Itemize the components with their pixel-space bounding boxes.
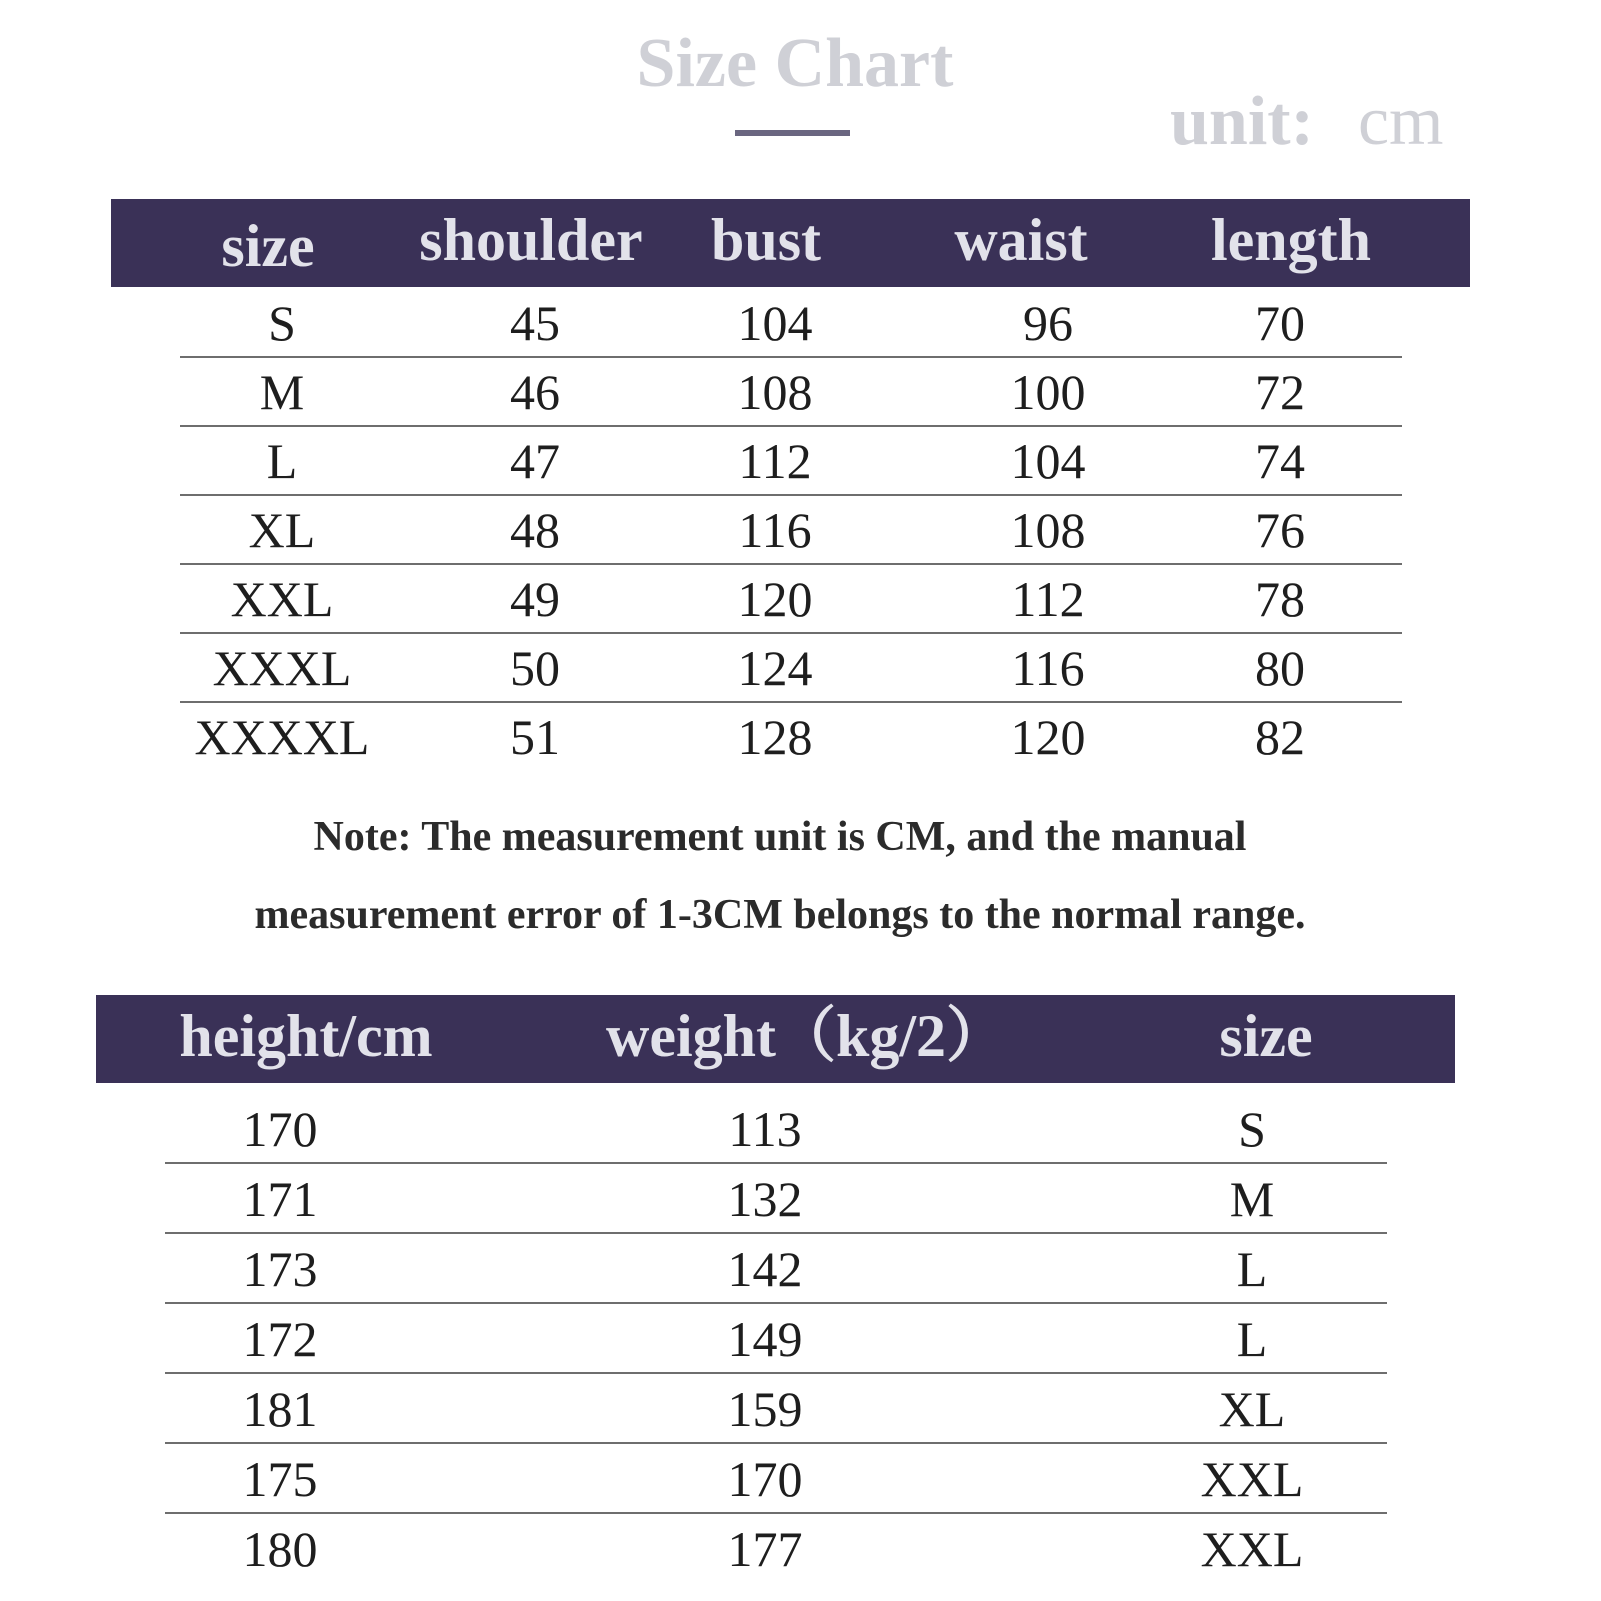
table-row xyxy=(0,1164,1601,1234)
cell-shoulder: 49 xyxy=(510,571,560,627)
cell-waist: 104 xyxy=(1010,433,1086,489)
header-size: size xyxy=(1219,1003,1313,1069)
header-height: height/cm xyxy=(179,1003,433,1069)
cell-height: 175 xyxy=(242,1451,318,1507)
cell-size: XXXXL xyxy=(194,709,370,765)
cell-height: 180 xyxy=(242,1521,318,1577)
cell-waist: 116 xyxy=(1011,640,1085,696)
cell-bust: 120 xyxy=(737,571,813,627)
header-weight: weight（kg/2） xyxy=(606,1003,1007,1069)
cell-size: L xyxy=(1236,1311,1268,1367)
note-line-1: Note: The measurement unit is CM, and the manual xyxy=(313,814,1247,860)
table-row xyxy=(0,1374,1601,1444)
cell-size: XXL xyxy=(230,571,334,627)
table-row xyxy=(0,495,1601,565)
table-row xyxy=(0,1234,1601,1304)
table-row xyxy=(0,702,1601,772)
table-row xyxy=(0,357,1601,427)
header-length: length xyxy=(1210,207,1372,273)
cell-length: 70 xyxy=(1255,295,1305,351)
header-waist: waist xyxy=(954,207,1088,273)
fit-table-body xyxy=(0,1094,1601,1594)
page-title: Size Chart xyxy=(636,25,954,102)
cell-shoulder: 45 xyxy=(510,295,560,351)
cell-weight: 149 xyxy=(727,1311,803,1367)
cell-weight: 177 xyxy=(727,1521,803,1577)
cell-size: XXXL xyxy=(212,640,352,696)
cell-bust: 116 xyxy=(738,502,812,558)
cell-size: S xyxy=(268,295,296,351)
cell-shoulder: 48 xyxy=(510,502,560,558)
cell-weight: 170 xyxy=(727,1451,803,1507)
cell-length: 72 xyxy=(1255,364,1305,420)
size-table-header xyxy=(111,199,1470,287)
header-bust: bust xyxy=(710,207,822,273)
note-line-2: measurement error of 1-3CM belongs to the normal range. xyxy=(254,892,1306,938)
cell-weight: 142 xyxy=(727,1241,803,1297)
cell-size: XL xyxy=(248,502,316,558)
cell-waist: 100 xyxy=(1010,364,1086,420)
table-row xyxy=(0,633,1601,703)
cell-height: 172 xyxy=(242,1311,318,1367)
cell-waist: 112 xyxy=(1011,571,1085,627)
cell-bust: 124 xyxy=(737,640,813,696)
table-row xyxy=(0,564,1601,634)
cell-length: 76 xyxy=(1255,502,1305,558)
cell-waist: 120 xyxy=(1010,709,1086,765)
unit-value: cm xyxy=(1357,83,1444,160)
cell-shoulder: 50 xyxy=(510,640,560,696)
cell-weight: 132 xyxy=(727,1171,803,1227)
unit-label-group xyxy=(1170,80,1443,164)
cell-bust: 112 xyxy=(738,433,812,489)
cell-length: 78 xyxy=(1255,571,1305,627)
table-row xyxy=(0,1444,1601,1514)
cell-weight: 113 xyxy=(728,1101,802,1157)
table-row xyxy=(0,1304,1601,1374)
cell-size: M xyxy=(1229,1171,1275,1227)
cell-shoulder: 47 xyxy=(510,433,560,489)
cell-height: 170 xyxy=(242,1101,318,1157)
unit-label: unit: xyxy=(1170,83,1314,160)
table-row xyxy=(0,1514,1601,1584)
cell-size: XL xyxy=(1218,1381,1286,1437)
cell-size: L xyxy=(1236,1241,1268,1297)
cell-height: 171 xyxy=(242,1171,318,1227)
cell-weight: 159 xyxy=(727,1381,803,1437)
cell-size: S xyxy=(1238,1101,1266,1157)
size-table-body xyxy=(0,288,1601,774)
header-size: size xyxy=(221,213,315,279)
cell-shoulder: 46 xyxy=(510,364,560,420)
cell-length: 74 xyxy=(1255,433,1305,489)
cell-bust: 104 xyxy=(737,295,813,351)
cell-length: 82 xyxy=(1255,709,1305,765)
cell-size: M xyxy=(259,364,305,420)
table-row xyxy=(0,1094,1601,1164)
cell-size: L xyxy=(266,433,298,489)
cell-size: XXL xyxy=(1200,1451,1304,1507)
header-shoulder: shoulder xyxy=(419,207,643,273)
cell-bust: 108 xyxy=(737,364,813,420)
cell-height: 181 xyxy=(242,1381,318,1437)
cell-length: 80 xyxy=(1255,640,1305,696)
title-underline xyxy=(735,130,850,136)
cell-shoulder: 51 xyxy=(510,709,560,765)
cell-height: 173 xyxy=(242,1241,318,1297)
cell-size: XXL xyxy=(1200,1521,1304,1577)
cell-waist: 96 xyxy=(1023,295,1073,351)
table-row xyxy=(0,288,1601,358)
cell-waist: 108 xyxy=(1010,502,1086,558)
fit-table-header xyxy=(96,995,1455,1083)
table-row xyxy=(0,426,1601,496)
cell-bust: 128 xyxy=(737,709,813,765)
